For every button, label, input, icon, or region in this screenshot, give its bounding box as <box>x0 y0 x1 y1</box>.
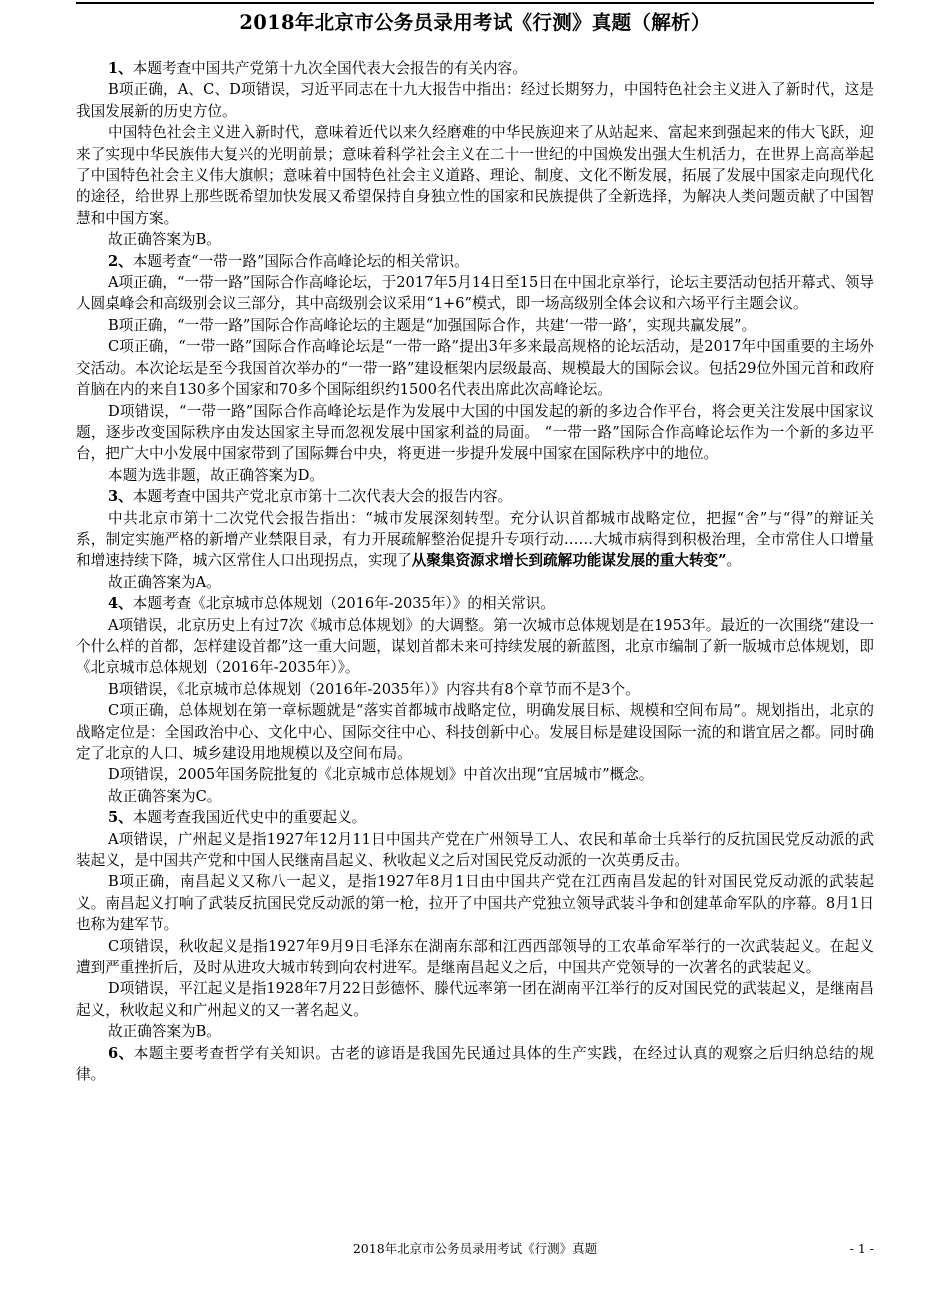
paragraph <box>76 679 874 700</box>
document-body <box>76 58 874 1086</box>
question-number: 2、 <box>108 252 133 270</box>
document-title: 2018年北京市公务员录用考试《行测》真题（解析） <box>239 11 711 34</box>
paragraph-text: C项正确，“一带一路”国际合作高峰论坛是“一带一路”提出3年多来最高规格的论坛活动，是2017年中国重要的主场外交活动。本次论坛是至今我国首次举办的“一带一路”建设框架内层级最高、规模最大的国际会议。包括29位外国元首和政府首脑在内的来自130多个国家和70多个国际组织约1500名代表出席此次高峰论坛。 <box>76 338 874 399</box>
paragraph-text: A项正确，“一带一路”国际合作高峰论坛，于2017年5月14日至15日在中国北京举行，论坛主要活动包括开幕式、领导人圆桌峰会和高级别会议三部分，其中高级别会议采用“1+6”模式，即一场高级别全体会议和六场平行主题会议。 <box>76 274 874 313</box>
paragraph <box>76 936 874 979</box>
paragraph-text: B项错误，《北京城市总体规划（2016年-2035年）》内容共有8个章节而不是3个。 <box>108 680 640 698</box>
question-number: 1、 <box>108 60 133 77</box>
question-number: 4、 <box>108 595 133 613</box>
paragraph <box>76 251 874 272</box>
paragraph <box>76 272 874 315</box>
paragraph <box>76 1043 874 1086</box>
paragraph-text: 故正确答案为B。 <box>108 231 221 249</box>
paragraph <box>76 79 874 122</box>
paragraph <box>76 1021 874 1042</box>
paragraph <box>76 593 874 614</box>
paragraph <box>76 486 874 507</box>
paragraph <box>76 401 874 465</box>
paragraph-text: C项错误，秋收起义是指1927年9月9日毛泽东在湖南东部和江西西部领导的工农革命军举行的一次武装起义。在起义遭到严重挫折后，及时从进攻大城市转到向农村进军。是继南昌起义之后，中国共产党领导的一次著名的武装起义。 <box>76 937 874 977</box>
paragraph-text: 故正确答案为B。 <box>108 1023 221 1041</box>
paragraph-text: 本题考查我国近代史中的重要起义。 <box>132 809 367 827</box>
paragraph-text: 本题考查中国共产党北京市第十二次代表大会的报告内容。 <box>132 488 513 506</box>
emphasized-text: 从聚集资源求增长到疏解功能谋发展的重大转变” <box>411 552 727 570</box>
paragraph <box>76 465 874 486</box>
paragraph <box>76 871 874 935</box>
footer-text: 2018年北京市公务员录用考试《行测》真题 <box>352 1241 598 1256</box>
paragraph <box>76 508 874 572</box>
paragraph-text: 中国特色社会主义进入新时代，意味着近代以来久经磨难的中华民族迎来了从站起来、富起来到强起来的伟大飞跃，迎来了实现中华民族伟大复兴的光明前景；意味着科学社会主义在二十一世纪的中国焕发出强大生机活力，在世界上高高举起了中国特色社会主义伟大旗帜；意味着中国特色社会主义道路、理论、制度、文化不断发展，拓展了发展中国家走向现代化的途径，给世界上那些既希望加快发展又希望保持自身独立性的国家和民族提供了全新选择，为解决人类问题贡献了中国智慧和中国方案。 <box>76 124 874 227</box>
paragraph-text: 本题考查“一带一路”国际合作高峰论坛的相关常识。 <box>132 252 469 270</box>
paragraph-text: D项错误，2005年国务院批复的《北京城市总体规划》中首次出现“宜居城市”概念。 <box>108 766 654 784</box>
paragraph <box>76 315 874 336</box>
paragraph <box>76 336 874 400</box>
page-footer <box>76 1238 874 1262</box>
paragraph-text: 本题为选非题，故正确答案为D。 <box>108 466 325 484</box>
paragraph-text: 本题考查中国共产党第十九次全国代表大会报告的有关内容。 <box>132 60 527 77</box>
paragraph <box>76 58 874 79</box>
paragraph <box>76 829 874 872</box>
paragraph-text: A项错误，广州起义是指1927年12月11日中国共产党在广州领导工人、农民和革命士兵举行的反抗国民党反动派的武装起义，是中国共产党和中国人民继南昌起义、秋收起义之后对国民党反动派的一次英勇反击。 <box>76 830 874 870</box>
paragraph-text: B项正确，“一带一路”国际合作高峰论坛的主题是“加强国际合作，共建‘一带一路’，实现共赢发展”。 <box>108 316 757 334</box>
paragraph <box>76 786 874 807</box>
paragraph-text: B项正确，南昌起义又称八一起义，是指1927年8月1日由中国共产党在江西南昌发起的针对国民党反动派的武装起义。南昌起义打响了武装反抗国民党反动派的第一枪，拉开了中国共产党独立领导武装斗争和创建革命军队的序幕。8月1日也称为建军节。 <box>76 873 874 934</box>
paragraph-text: 故正确答案为A。 <box>108 573 221 591</box>
paragraph-tail: 。 <box>726 552 742 570</box>
paragraph-text: 本题考查《北京城市总体规划（2016年-2035年）》的相关常识。 <box>132 595 555 613</box>
paragraph <box>76 122 874 229</box>
paragraph-text: A项错误，北京历史上有过7次《城市总体规划》的大调整。第一次城市总体规划是在1953年。最近的一次围绕“建设一个什么样的首都，怎样建设首都”这一重大问题，谋划首都未来可持续发展的新蓝图，北京市编制了新一版城市总体规划，即《北京城市总体规划（2016年-2035年）》。 <box>76 616 874 677</box>
paragraph <box>76 764 874 785</box>
paragraph <box>76 807 874 828</box>
paragraph <box>76 700 874 764</box>
paragraph <box>76 615 874 679</box>
paragraph-text: D项错误，平江起义是指1928年7月22日彭德怀、滕代远率第一团在湖南平江举行的反对国民党的武装起义，是继南昌起义，秋收起义和广州起义的又一著名起义。 <box>76 980 874 1019</box>
question-number: 3、 <box>108 488 133 506</box>
paragraph <box>76 572 874 593</box>
paragraph <box>76 229 874 250</box>
paragraph-text: C项正确，总体规划在第一章标题就是“落实首都城市战略定位，明确发展目标、规模和空间布局”。规划指出，北京的战略定位是：全国政治中心、文化中心、国际交往中心、科技创新中心。发展目标是建设国际一流的和谐宜居之都。同时确定了北京的人口、城乡建设用地规模以及空间布局。 <box>76 702 874 762</box>
page-number: - 1 - <box>849 1241 874 1256</box>
paragraph-text: 本题主要考查哲学有关知识。古老的谚语是我国先民通过具体的生产实践，在经过认真的观察之后归纳总结的规律。 <box>76 1044 874 1084</box>
paragraph-text: D项错误，“一带一路”国际合作高峰论坛是作为发展中大国的中国发起的新的多边合作平台，将会更关注发展中国家议题，逐步改变国际秩序由发达国家主导而忽视发展中国家利益的局面。 “一带一路”国际合作高峰论坛作为一个新的多边平台，把广大中小发展中国家带到了国际舞台中央，将更进一步提升发展中国家在国际秩序中的地位。 <box>76 402 874 463</box>
question-number: 5、 <box>108 809 133 827</box>
paragraph-text: 故正确答案为C。 <box>108 787 222 805</box>
paragraph-text: B项正确，A、C、D项错误，习近平同志在十九大报告中指出：经过长期努力，中国特色社会主义进入了新时代，这是我国发展新的历史方位。 <box>76 81 874 120</box>
top-rule <box>76 2 874 4</box>
paragraph <box>76 978 874 1021</box>
paragraph-text: 中共北京市第十二次党代会报告指出：“城市发展深刻转型。充分认识首都城市战略定位，把握“舍”与“得”的辩证关系，制定实施严格的新增产业禁限目录，有力开展疏解整治促提升专项行动……大城市病得到积极治理，全市常住人口增量和增速持续下降，城六区常住人口出现拐点，实现了 <box>76 509 874 570</box>
question-number: 6、 <box>108 1044 134 1062</box>
